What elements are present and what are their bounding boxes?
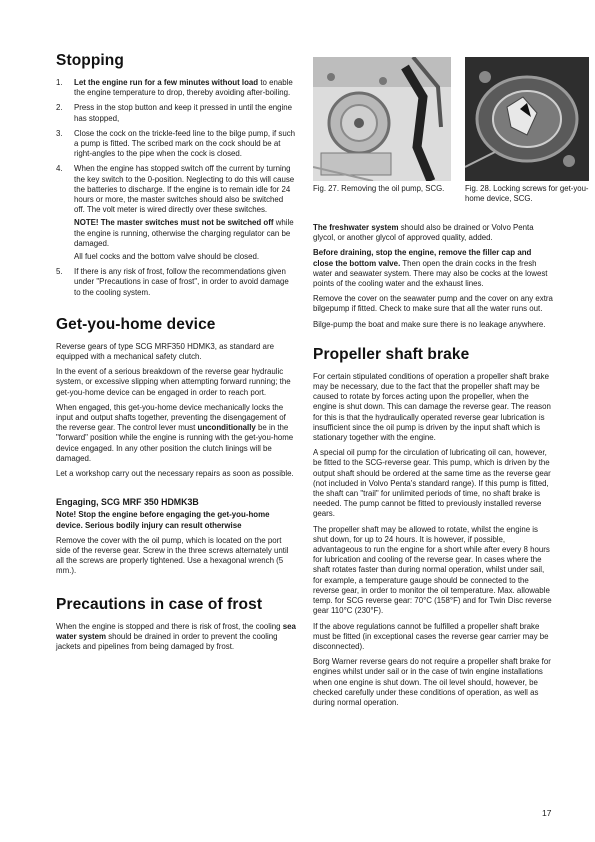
brake-paragraph-1: For certain stipulated conditions of operation a propeller shaft brake may be necessary, due to the fact that the propeller shaft may be caused to rotate by forces acting upon the propeller, when the engine is shut down. This can damage the reverse gear. The reason for this is that the hydraulically operated reverse gear lubrication is insufficient since the oil pump is driven by the input shaft which is stationary together with the engine. xyxy=(313,371,551,443)
get-you-home-heading: Get-you-home device xyxy=(56,315,216,333)
gyh-paragraph-1: Reverse gears of type SCG MRF350 HDMK3, as standard are equipped with a mechanical safety clutch. xyxy=(56,341,274,362)
step-text: Press in the stop button and keep it pressed in until the engine has stopped, xyxy=(74,103,293,123)
gyh-paragraph-2: In the event of a serious breakdown of the reverse gear hydraulic system, or excessive slipping when attempting forward running; the get-you-home device can be engaged in order to reach port. xyxy=(56,367,291,397)
step-text: When the engine has stopped switch off the current by turning the key switch to the 0-position. Neglecting to do this will cause the batteries to discharge. If the engine is to remain idle for 24 hours or more, the master switches should also be switched off. The volt meter is wired directly over these switches. xyxy=(74,164,295,215)
brake-paragraph-2: A special oil pump for the circulation of lubricating oil can, however, be fitted to the SCG-reverse gear. This pump, which is driven by the output shaft should be ordered at the same time as the reverse gear (not included in Volvo Penta's standard range). If this pump is fitted, the shaft can "trail" for unlimited periods of time, no shaft brake is needed. The pump cannot be fitted to previously installed reverse gears. xyxy=(313,448,551,519)
note-bold: NOTE! The master switches must not be switched off xyxy=(74,218,274,228)
master-switch-note xyxy=(74,218,296,249)
step-bold-text: Let the engine run for a few minutes without load xyxy=(74,78,259,87)
gyh-paragraph-3 xyxy=(56,403,296,464)
stopping-heading: Stopping xyxy=(56,52,124,69)
text-run: should be drained in order to prevent the cooling jackets and pipelines from being damaged by frost. xyxy=(56,631,278,651)
step-number: 4. xyxy=(56,164,63,174)
list-item xyxy=(56,164,296,262)
brake-paragraph-4: If the above regulations cannot be fulfilled a propeller shaft brake must be fitted (in exceptional cases the reverse gear carrier may be disconnected). xyxy=(313,621,549,651)
fig28-caption: Fig. 28. Locking screws for get-you-home device, SCG. xyxy=(465,184,589,203)
text-run-bold: Before draining, stop the engine, remove the filler cap and close the bottom valve. xyxy=(313,248,532,268)
locking-screws-photo xyxy=(465,57,589,181)
brake-paragraph-3: The propeller shaft may be allowed to rotate, whilst the engine is shut down, for up to 24 hours. It is however, if possible, advantageous to run the engine for a short while after every 8 hours for lubrication and cooling of the reverse gear. In cases where the shaft rotates faster than during normal operation, whilst under sail, for example, a temperature gauge should be connected to the reverse gear, in order to monitor the oil temperature. Max. allowable temp. for SCG reverse gear: 70°C (158°F) and for Twin Disc reverse gear 110°C (230°F). xyxy=(313,524,552,616)
right-column xyxy=(313,57,589,713)
freshwater-paragraph-4: Bilge-pump the boat and make sure there is no leakage anywhere. xyxy=(313,319,546,329)
note-text: while the engine is running, otherwise the charging regulator can be damaged. xyxy=(74,218,294,248)
list-item xyxy=(56,267,296,298)
stopping-steps xyxy=(56,78,296,298)
step-number: 1. xyxy=(56,78,63,87)
text-run: When engaged, this get-you-home device mechanically locks the input and output shafts together, preventing the disengagement of the reverse gear. The control lever must xyxy=(56,402,286,433)
gyh-paragraph-4: Let a workshop carry out the necessary repairs as soon as possible. xyxy=(56,469,294,479)
text-run-bold: unconditionally xyxy=(197,423,256,433)
text-run: When the engine is stopped and there is risk of frost, the cooling xyxy=(56,621,283,631)
step-number: 5. xyxy=(56,267,63,277)
step-text: Close the cock on the trickle-feed line to the bilge pump, if such a pump is fitted. The scribed mark on the cock should be at right-angles to the pipe when the cock is closed. xyxy=(74,128,296,159)
list-item xyxy=(56,78,296,98)
engaging-warning: Note! Stop the engine before engaging the get-you-home device. Serious bodily injury can result otherwise xyxy=(56,510,270,530)
freshwater-section xyxy=(313,223,553,330)
freshwater-paragraph-2 xyxy=(313,248,553,289)
text-run: Then open the drain cocks in the fresh water and seawater system. There may also be cocks at the lowest points of the cooling water and the exhaust lines. xyxy=(313,258,548,289)
text-run: be in the "forward" position while the engine is running with the get-you-home device engaged. In any other position the clutch linings will be damaged. xyxy=(56,423,294,463)
oil-pump-illustration xyxy=(313,57,451,181)
propeller-brake-heading: Propeller shaft brake xyxy=(313,345,470,363)
text-run-bold: sea water system xyxy=(56,621,296,641)
engaging-paragraph: Remove the cover with the oil pump, which is located on the port side of the reverse gear. Screw in the three screws alternately until all the screws are properly tightened. Use a hexagonal wrench (5 mm.). xyxy=(56,535,289,576)
figure-28 xyxy=(465,57,589,204)
figure-row xyxy=(313,57,589,207)
figure-27 xyxy=(313,57,451,194)
text-run-bold: The freshwater system xyxy=(313,223,399,232)
page-number: 17 xyxy=(542,808,552,818)
left-column xyxy=(56,52,296,657)
step-text: to enable the engine temperature to drop, thereby avoiding after-boiling. xyxy=(74,78,293,98)
oil-pump-photo xyxy=(313,57,451,181)
fuel-cock-note: All fuel cocks and the bottom valve should be closed. xyxy=(74,252,260,262)
freshwater-paragraph-3: Remove the cover on the seawater pump and the cover on any extra bilgepump if fitted. Check to make sure that all the water runs out. xyxy=(313,294,553,314)
locking-screws-illustration xyxy=(465,57,589,181)
brake-paragraph-5: Borg Warner reverse gears do not require a propeller shaft brake for engines whilst under sail or in the case of twin engine installations when one engine is shut down. The oil level should, however, be checked carefully under these conditions of operation, as well as during normal operation. xyxy=(313,657,551,707)
engaging-heading: Engaging, SCG MRF 350 HDMK3B xyxy=(56,497,199,508)
freshwater-paragraph-1 xyxy=(313,223,553,243)
fig27-caption: Fig. 27. Removing the oil pump, SCG. xyxy=(313,184,445,193)
list-item xyxy=(56,103,296,123)
text-run: should also be drained or Volvo Penta glycol, or another glycol of approved quality, added. xyxy=(313,223,534,243)
step-number: 3. xyxy=(56,128,63,138)
step-text: If there is any risk of frost, follow the recommendations given under "Precautions in case of frost", in order to avoid damage to the cooling system. xyxy=(74,267,289,297)
step-number: 2. xyxy=(56,103,63,113)
frost-paragraph xyxy=(56,622,296,653)
list-item xyxy=(56,129,296,160)
frost-heading: Precautions in case of frost xyxy=(56,595,263,613)
